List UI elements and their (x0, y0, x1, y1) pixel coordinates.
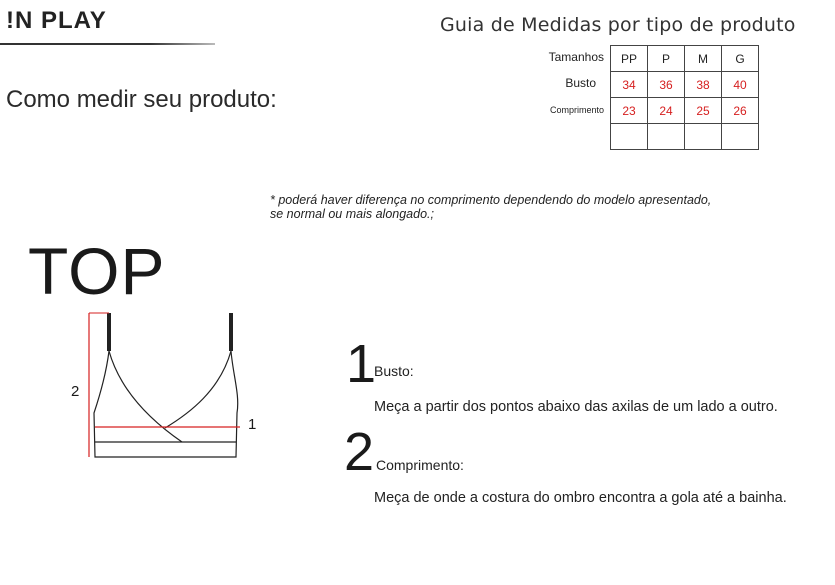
busto-cell: 40 (722, 72, 759, 98)
comprimento-row (611, 98, 759, 124)
size-cell: PP (611, 46, 648, 72)
busto-row (611, 72, 759, 98)
step-1-description: Meça a partir dos pontos abaixo das axilas de um lado a outro. (374, 399, 778, 415)
comprimento-cell: 26 (722, 98, 759, 124)
size-cell: G (722, 46, 759, 72)
size-guide-title: Guia de Medidas por tipo de produto (440, 14, 796, 36)
comprimento-cell: 24 (648, 98, 685, 124)
neckline-left (109, 351, 182, 442)
step-1-label: Busto: (374, 363, 414, 379)
empty-cell (611, 124, 648, 150)
step-2-number: 2 (344, 422, 375, 482)
row-label-busto: Busto (565, 76, 596, 90)
step-1-number: 1 (346, 334, 377, 394)
empty-cell (685, 124, 722, 150)
empty-cell (722, 124, 759, 150)
neckline-right (165, 351, 231, 428)
size-header-row (611, 46, 759, 72)
length-note (270, 193, 711, 221)
comprimento-cell: 25 (685, 98, 722, 124)
comprimento-cell: 23 (611, 98, 648, 124)
note-line-2: se normal ou mais alongado.; (270, 207, 434, 221)
diagram-marker-comprimento: 2 (71, 383, 80, 400)
row-label-tamanhos: Tamanhos (548, 50, 604, 64)
row-label-comprimento: Comprimento (549, 105, 604, 115)
top-illustration (70, 305, 270, 465)
busto-cell: 36 (648, 72, 685, 98)
busto-cell: 34 (611, 72, 648, 98)
size-table (610, 45, 759, 150)
size-cell: P (648, 46, 685, 72)
brand-logo: !N PLAY (6, 7, 107, 34)
note-line-1: * poderá haver diferença no comprimento dependendo do modelo apresentado, (270, 193, 712, 207)
size-cell: M (685, 46, 722, 72)
busto-cell: 38 (685, 72, 722, 98)
step-2-label: Comprimento: (376, 457, 464, 473)
top-outline (94, 351, 238, 457)
product-title: TOP (28, 234, 166, 308)
step-2-description: Meça de onde a costura do ombro encontra a gola até a bainha. (374, 490, 787, 506)
empty-row (611, 124, 759, 150)
empty-cell (648, 124, 685, 150)
how-to-measure-heading: Como medir seu produto: (6, 86, 277, 113)
diagram-marker-busto: 1 (248, 416, 257, 433)
logo-underline (0, 43, 215, 45)
